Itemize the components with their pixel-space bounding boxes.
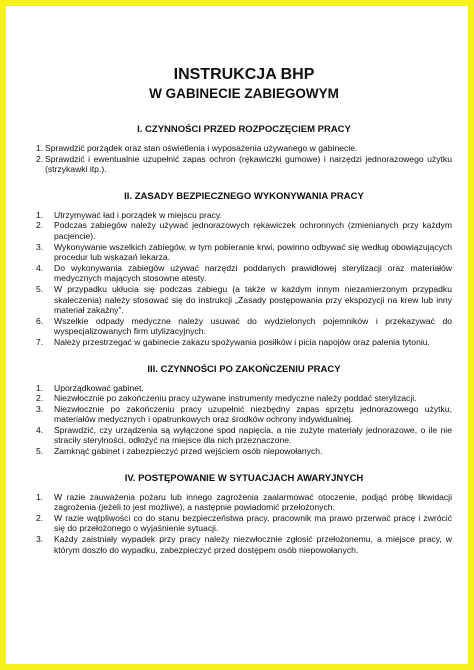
item-text: Utrzymywać ład i porządek w miejscu pracy. xyxy=(54,209,222,220)
item-number: 4. xyxy=(36,262,44,273)
sections-container xyxy=(36,124,452,555)
list-item xyxy=(36,143,452,154)
item-text: Każdy zaistniały wypadek przy pracy należy niezwłocznie zgłosić przełożonemu, a miejsce pracy, w którym doszło do wypadku, zabezpieczyć przed dostępem osób niepowołanych. xyxy=(54,534,452,555)
list-item xyxy=(36,404,452,425)
item-number: 1. xyxy=(36,382,44,393)
list-item xyxy=(36,337,452,348)
section-list xyxy=(36,492,452,556)
list-item xyxy=(36,210,452,221)
list-item xyxy=(36,513,452,534)
list-item xyxy=(36,284,452,316)
item-text: Do wykonywania zabiegów używać narzędzi poddanych prawidłowej sterylizacji oraz materiałów medycznych mających stosowne atesty. xyxy=(54,262,452,284)
item-text: Niezwłocznie po zakończeniu pracy uzupełnić niezbędny zapas sprzętu jednorazowego użytku, materiałów medycznych i opatrunkowych oraz środków ochrony indywidualnej. xyxy=(54,403,452,425)
item-text: Podczas zabiegów należy używać jednorazowych rękawiczek ochronnych (zmienianych przy każdym pacjencie). xyxy=(54,220,452,241)
document-subtitle: W GABINECIE ZABIEGOWYM xyxy=(149,86,339,101)
list-item xyxy=(36,534,452,555)
item-number: 4. xyxy=(36,424,44,435)
item-text: Sprawdzić i ewentualnie uzupełnić zapas ochron (rękawiczki gumowe) i narzędzi jednorazowego użytku (strzykawki itp.). xyxy=(45,153,452,175)
item-text: W razie zauważenia pożaru lub innego zagrożenia zaalarmować otoczenie, podjąć próbę likwidacji zagrożenia (jeżeli to jest możliwe), a następnie powiadomić przełożonych. xyxy=(54,491,452,513)
list-item xyxy=(36,154,452,175)
list-item xyxy=(36,492,452,513)
item-number: 5. xyxy=(36,283,44,294)
item-text: W razie wątpliwości co do stanu bezpieczeństwa pracy, pracownik ma prawo przerwać pracę i zwrócić się do przełożonego o wyjaśnienie sytuacji. xyxy=(54,512,452,534)
list-item xyxy=(36,425,452,446)
item-number: 7. xyxy=(36,336,44,347)
item-text: Wykonywanie wszelkich zabiegów, w tym pobieranie krwi, powinno odbywać się według obowiązujących procedur lub wskazań lekarza. xyxy=(54,241,452,263)
item-number: 2. xyxy=(36,153,44,164)
section-heading: III. CZYNNOŚCI PO ZAKOŃCZENIU PRACY xyxy=(147,363,341,375)
item-text: Wszelkie odpady medyczne należy usuwać do wydzielonych pojemników i przekazywać do wyspecjalizowanych firm utylizacyjnych. xyxy=(54,315,452,337)
item-number: 3. xyxy=(36,403,44,414)
item-number: 2. xyxy=(36,393,44,404)
document-title: INSTRUKCJA BHP xyxy=(173,66,315,83)
item-text: Należy przestrzegać w gabinecie zakazu spożywania posiłków i picia napojów oraz palenia tytoniu. xyxy=(54,336,430,347)
list-item xyxy=(36,242,452,263)
item-number: 3. xyxy=(36,534,44,545)
section-heading: I. CZYNNOŚCI PRZED ROZPOCZĘCIEM PRACY xyxy=(137,124,351,135)
list-item xyxy=(36,446,452,457)
item-text: W przypadku ukłucia się podczas zabiegu (a także w każdym innym niezamierzonym przypadku skaleczenia) należy stosować się do instrukcji „Zasady postępowania przy ekspozycji na krew lub inny materiał zakaźny”. xyxy=(54,283,452,316)
item-number: 2. xyxy=(36,512,44,523)
section-list xyxy=(36,383,452,457)
list-item xyxy=(36,393,452,404)
section-heading: II. ZASADY BEZPIECZNEGO WYKONYWANIA PRACY xyxy=(124,190,364,202)
item-number: 3. xyxy=(36,241,44,252)
item-text: Sprawdzić porządek oraz stan oświetlenia i wyposażenia używanego w gabinecie. xyxy=(45,143,358,153)
item-number: 1. xyxy=(36,209,44,220)
list-item xyxy=(36,220,452,241)
item-number: 5. xyxy=(36,446,44,457)
item-number: 2. xyxy=(36,220,44,231)
item-text: Uporządkować gabinet. xyxy=(54,382,144,393)
item-text: Sprawdzić, czy urządzenia są wyłączone spod napięcia, a nie zużyte materiały jednorazowe, o ile nie straciły sterylności, odłożyć na miejsce dla nich przeznaczone. xyxy=(54,424,452,446)
list-item xyxy=(36,316,452,337)
item-text: Zamknąć gabinet i zabezpieczyć przed wejściem osób niepowołanych. xyxy=(54,446,323,457)
item-number: 1. xyxy=(36,491,44,502)
section-heading: IV. POSTĘPOWANIE W SYTUACJACH AWARYJNYCH xyxy=(124,472,364,484)
section-list xyxy=(36,210,452,348)
list-item xyxy=(36,263,452,284)
list-item xyxy=(36,383,452,394)
item-number: 1. xyxy=(36,143,44,153)
sheet-content xyxy=(36,66,452,555)
section-list xyxy=(36,143,452,175)
item-number: 6. xyxy=(36,315,44,326)
item-text: Niezwłocznie po zakończeniu pracy używane instrumenty medyczne należy poddać sterylizacji. xyxy=(54,393,417,404)
